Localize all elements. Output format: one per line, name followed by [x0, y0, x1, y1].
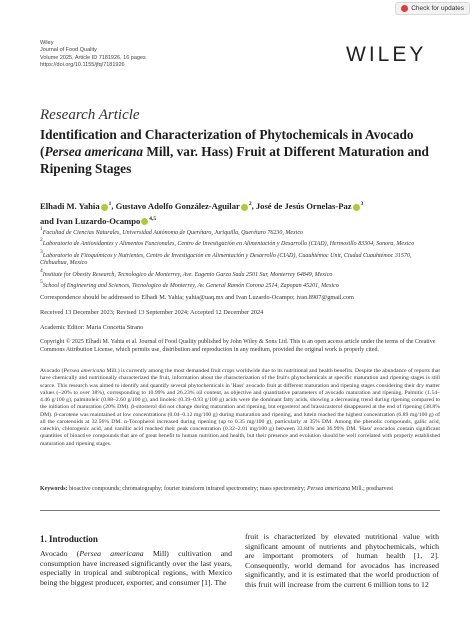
orcid-icon[interactable]: [353, 204, 360, 211]
orcid-icon[interactable]: [101, 204, 108, 211]
section-heading: 1. Introduction: [40, 534, 98, 544]
author-2[interactable]: Gustavo Adolfo González-Aguilar: [115, 201, 240, 211]
copyright: Copyright © 2025 Elhadi M. Yahia et al. Journal of Food Quality published by John Wiley & Sons Ltd. This is an open access article under the terms of the Creative Commons Attribution License, which permits use, distribution and reproduction in any medium, provided the original work is properly cited.: [40, 339, 436, 353]
keywords-label: Keywords:: [40, 486, 68, 492]
author-2-affil: 2: [248, 201, 252, 207]
affiliation-item: $^5$School of Engineering and Sciences, Tecnologico de Monterrey, Av. General Ramón Corona 2514, Zapopan 45201, Mexico: [40, 279, 339, 290]
paper-title: [40, 126, 436, 177]
keywords: Keywords: bioactive compounds; chromatography; fourier transform infrared spectrometry; mass spectrometry; Persea americana Mill.; postharvest: [40, 486, 394, 492]
author-4[interactable]: and Ivan Luzardo-Ocampo: [40, 215, 141, 226]
check-for-updates-button[interactable]: [395, 2, 470, 15]
academic-editor: Academic Editor: Maria Concetta Strano: [40, 324, 144, 331]
dates: Received 13 December 2023; Revised 13 September 2024; Accepted 12 December 2024: [40, 309, 264, 316]
title-text: Identification and Characterization of Phytochemicals in Avocado (: [40, 127, 414, 159]
author-1-affil: 1: [108, 201, 112, 207]
meta-doi-link[interactable]: https://doi.org/10.1155/jfq/7181926: [40, 61, 125, 68]
author-3-affil: 3: [360, 201, 364, 207]
orcid-icon[interactable]: [241, 204, 248, 211]
meta-volume: Volume 2025, Article ID 7181926, 16 pages: [40, 54, 146, 61]
author-3[interactable]: José de Jesús Ornelas-Paz: [255, 201, 352, 211]
title-text-end: Mill, var. Hass) Fruit at Different Maturation and Ripening Stages: [40, 144, 429, 176]
title-species: Persea americana: [44, 144, 144, 159]
orcid-icon[interactable]: [141, 218, 148, 225]
check-updates-label: Check for updates: [411, 5, 464, 12]
section-divider: [40, 510, 440, 511]
abstract: Avocado (Persea americana Mill.) is currently among the most demanded fruit crops worldwide due to its nutritional and health benefits. Despite the abundance of reports that have chemically and nutritionally characterized the fruit, information about the characterization of the fruit's phytochemicals at specific maturation and ripening stages is still scarce. This research was aimed to identify and quantify several phytochemicals in 'Hass' avocado fruit at different maturation and ripening stages considering their dry matter values (~20% to over 38%), corresponding to 10.99% and 26.23% oil content, as objective and quantitative parameters of avocado maturation and ripening. Palmitic (1.54–4.46 g/100 g), palmitoleic (0.88–2.60 g/100 g), and linoleic (0.39–0.93 g/100 g) acids were the dominant fatty acids, showing a decreasing trend during ripening compared to the initiation of maturation (20% DM). β-sitosterol did not change during maturation and ripening, but ergosterol and brassicasterol disappeared at the end of ripening (38.8% DM). β-carotene was maintained at low concentrations (0.04–0.12 mg/100 g) during maturation and ripening, and lutein reached the highest concentration (6.89 mg/100 g) of all the carotenoids at 32.56% DM. α-Tocopherol increased during ripening (up to 0.35 mg/100 g), particularly at 35% DM. Among the phenolic compounds, gallic acid, catechin, chlorogenic acid, and vanillic acid reached their peak concentration (0.32–2.01 mg/100 g) between 33.84% and 36.99% DM. 'Hass' avocados contain significant quantities of bioactive compounds that are of great benefit to human nutrition and health, but their presence and evolution should be well correlated with properly established maturation and ripening stages.: [40, 368, 440, 447]
correspondence: Correspondence should be addressed to Elhadi M. Yahia; yahia@uaq.mx and Ivan Luzardo-Ocampo; ivan.8907@gmail.com: [40, 294, 354, 301]
journal-meta: [40, 40, 146, 69]
article-type: Research Article: [40, 107, 140, 123]
meta-journal: Journal of Food Quality: [40, 47, 97, 54]
check-updates-icon: [401, 5, 408, 12]
affiliation-item: $^4$Institute for Obesity Research, Tecnologico de Monterrey, Ave. Eugenio Garza Sada 2501 Sur, Monterrey 64849, Mexico: [40, 267, 333, 278]
wiley-logo: WILEY: [346, 43, 427, 66]
affiliation-item: $^1$Facultad de Ciencias Naturales, Universidad Autónoma de Querétaro, Juriquilla, Querétaro 76230, Mexico: [40, 226, 303, 236]
author-4-affil: 4,5: [149, 215, 157, 222]
author-list: Elhadi M. Yahia $^1$, Gustavo Adolfo González-Aguilar $^2$, José de Jesús Ornelas-Paz $^3$ and Ivan Luzardo-Ocampo $^{4,5}$: [40, 201, 364, 226]
affiliation-item: $^3$Laboratorio de Fitoquímicos y Nutrientes, Centro de Investigación en Alimentación y Desarrollo (CIAD), Cuauhtémoc Unit, Ciudad Cuauhtémoc 31570, Chihuahua, Mexico: [40, 248, 412, 267]
intro-column-left: Avocado (Persea americana Mill) cultivation and consumption have increased significantly over the last years, especially in tropical and subtropical regions, with Mexico being the biggest producer, exporter, and consumer [1]. The: [40, 549, 232, 587]
author-1[interactable]: Elhadi M. Yahia: [40, 201, 100, 211]
affiliations: [40, 226, 440, 290]
meta-publisher: Wiley: [40, 40, 54, 46]
intro-column-right: fruit is characterized by elevated nutritional value with significant amount of nutrients and phytochemicals, which are important promoters of human health [1, 2]. Consequently, world demand for avocados has increased significantly, and it is estimated that the world production of this fruit will increase from the current 6 million tons to 12: [245, 532, 439, 589]
affiliation-item: $^2$Laboratorio de Antioxidantes y Alimentos Funcionales, Centro de Investigación en Alimentación y Desarrollo (CIAD), Hermosillo 83304, Sonora, Mexico: [40, 237, 415, 248]
